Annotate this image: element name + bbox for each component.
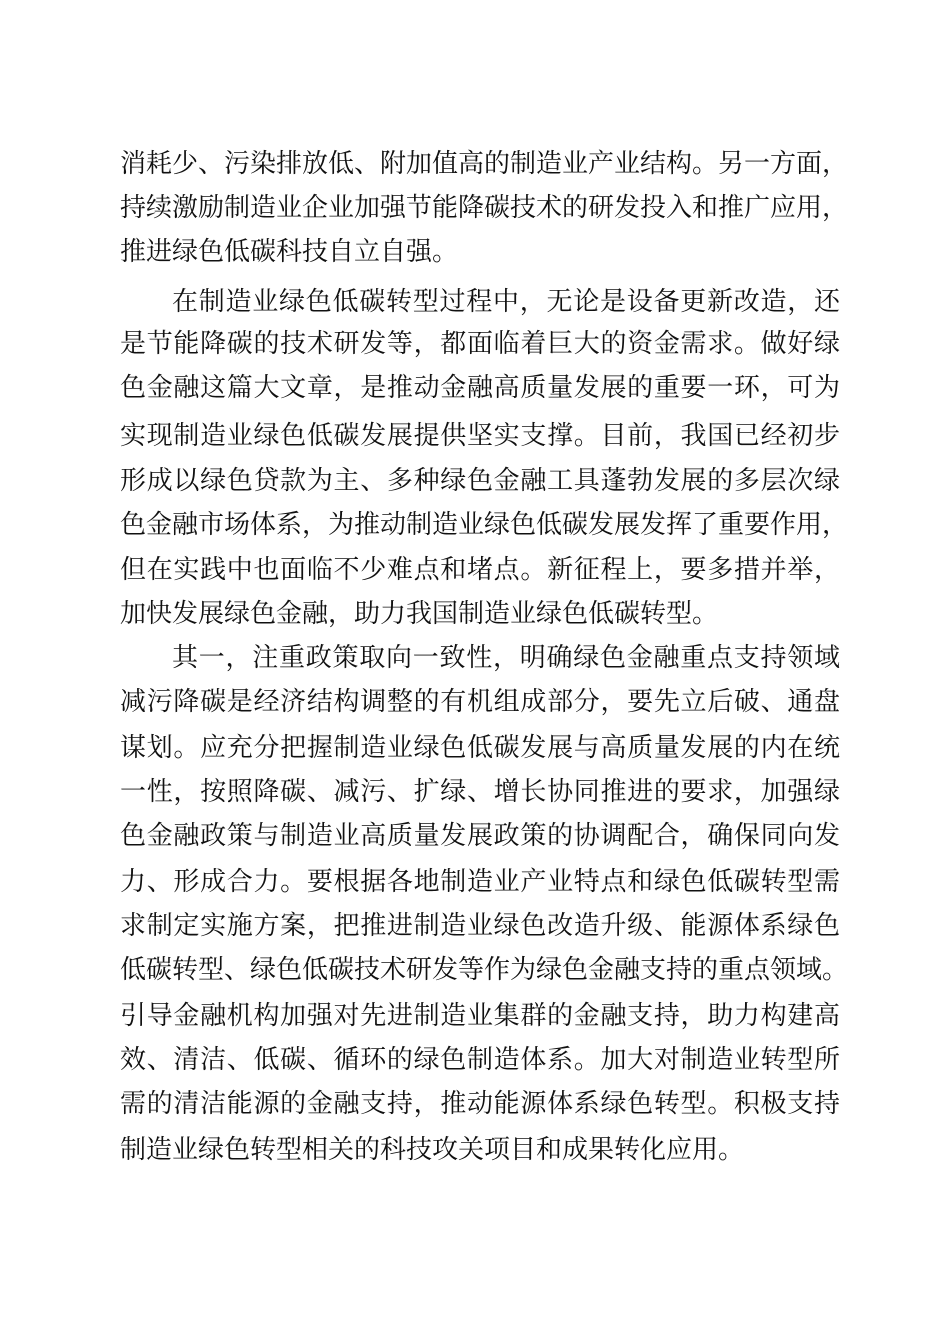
- text-line: 效、清洁、低碳、循环的绿色制造体系。加大对制造业转型所: [120, 1045, 840, 1075]
- text-line: 但在实践中也面临不少难点和堵点。新征程上，要多措并举，: [120, 555, 840, 585]
- text-line: 形成以绿色贷款为主、多种绿色金融工具蓬勃发展的多层次绿: [120, 466, 840, 496]
- text-line: 引导金融机构加强对先进制造业集群的金融支持，助力构建高: [120, 1001, 840, 1031]
- text-line: 需的清洁能源的金融支持，推动能源体系绿色转型。积极支持: [120, 1089, 840, 1119]
- text-line: 一性，按照降碳、减污、扩绿、增长协同推进的要求，加强绿: [120, 777, 840, 807]
- text-line: 色金融政策与制造业高质量发展政策的协调配合，确保同向发: [120, 821, 840, 851]
- text-line: 实现制造业绿色低碳发展提供坚实支撑。目前，我国已经初步: [120, 421, 840, 451]
- paragraph-first-line: 在制造业绿色低碳转型过程中，无论是设备更新改造，还: [172, 287, 840, 317]
- text-line: 消耗少、污染排放低、附加值高的制造业产业结构。另一方面，: [120, 149, 849, 179]
- text-line: 制造业绿色转型相关的科技攻关项目和成果转化应用。: [120, 1135, 745, 1165]
- text-line: 色金融市场体系，为推动制造业绿色低碳发展发挥了重要作用，: [120, 510, 849, 540]
- text-line: 求制定实施方案，把推进制造业绿色改造升级、能源体系绿色: [120, 911, 840, 941]
- text-line: 减污降碳是经济结构调整的有机组成部分，要先立后破、通盘: [120, 687, 840, 717]
- text-line: 加快发展绿色金融，助力我国制造业绿色低碳转型。: [120, 599, 719, 629]
- text-line: 力、形成合力。要根据各地制造业产业特点和绿色低碳转型需: [120, 867, 840, 897]
- text-line: 是节能降碳的技术研发等，都面临着巨大的资金需求。做好绿: [120, 329, 840, 359]
- text-line: 持续激励制造业企业加强节能降碳技术的研发投入和推广应用，: [120, 193, 849, 223]
- text-line: 色金融这篇大文章，是推动金融高质量发展的重要一环，可为: [120, 373, 840, 403]
- text-line: 谋划。应充分把握制造业绿色低碳发展与高质量发展的内在统: [120, 733, 840, 763]
- section-heading-line: 其一，注重政策取向一致性，明确绿色金融重点支持领域: [172, 643, 840, 673]
- text-line: 推进绿色低碳科技自立自强。: [120, 237, 459, 267]
- text-line: 低碳转型、绿色低碳技术研发等作为绿色金融支持的重点领域。: [120, 955, 849, 985]
